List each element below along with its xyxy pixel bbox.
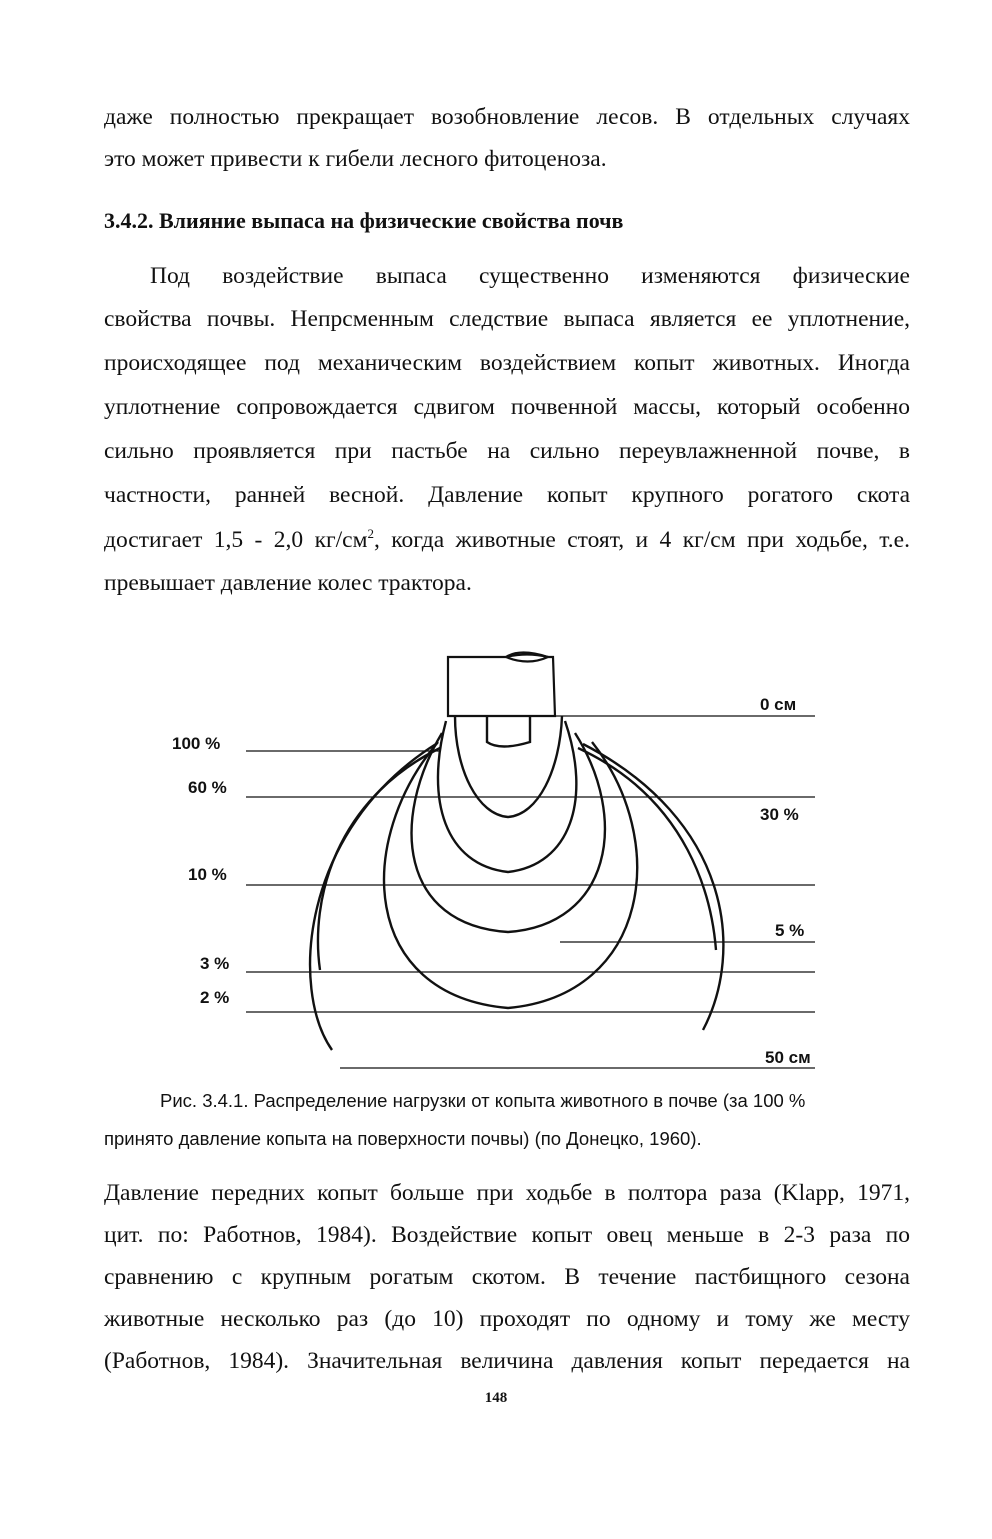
label-60: 60 % (188, 778, 227, 797)
label-3: 3 % (200, 954, 230, 973)
text-line: животные несколько раз (до 10) проходят по одному и тому же месту (104, 1306, 910, 1332)
label-30: 30 % (760, 805, 799, 824)
superscript: 2 (367, 526, 374, 541)
text-line: (Работнов, 1984). Значительная величина давления копыт передается на (104, 1348, 910, 1374)
label-depth-0: 0 см (760, 695, 797, 714)
text-line: Под воздействие выпаса существенно изменяются физические (150, 263, 910, 289)
text-line-pressure (104, 526, 910, 554)
label-10: 10 % (188, 865, 227, 884)
text-line: уплотнение сопровождается сдвигом почвенной массы, который особенно (104, 394, 910, 420)
section-heading: 3.4.2. Влияние выпаса на физические свойства почв (104, 208, 624, 233)
text-line: происходящее под механическим воздействием копыт животных. Иногда (104, 350, 910, 376)
text-line: сильно проявляется при пастьбе на сильно переувлажненной почве, в (104, 438, 910, 464)
text-line: цит. по: Работнов, 1984). Воздействие копыт овец меньше в 2-3 раза по (104, 1222, 910, 1248)
text-line: это может привести к гибели лесного фитоценоза. (104, 146, 607, 172)
text-line: Давление передних копыт больше при ходьбе в полтора раза (Klapp, 1971, (104, 1180, 910, 1206)
figure-caption-line: принято давление копыта на поверхности почвы) (по Донецко, 1960). (104, 1128, 702, 1149)
text-line: сравнению с крупным рогатым скотом. В течение пастбищного сезона (104, 1264, 910, 1290)
label-100: 100 % (172, 734, 221, 753)
label-depth-50: 50 см (765, 1048, 811, 1067)
pressure-text-start: достигает 1,5 - 2,0 кг/см (104, 526, 368, 553)
contour-5 (384, 742, 637, 1008)
text-line: даже полностью прекращает возобновление лесов. В отдельных случаях (104, 104, 910, 130)
text-line: превышает давление колес трактора. (104, 570, 472, 596)
contour-2-left (318, 748, 440, 970)
contour-60 (455, 716, 562, 817)
contour-100 (487, 716, 530, 747)
page-number: 148 (484, 1390, 508, 1406)
label-2: 2 % (200, 988, 230, 1007)
text-line: частности, ранней весной. Давление копыт крупного рогатого скота (104, 482, 910, 508)
hoof-shape (448, 653, 555, 717)
text-line: свойства почвы. Непрсменным следствие выпаса является ее уплотнение, (104, 306, 910, 332)
pressure-text-end: , когда животные стоят, и 4 кг/см при ходьбе, т.е. (374, 526, 910, 553)
hoof-pressure-figure (0, 640, 992, 1080)
contour-2-right (578, 748, 716, 950)
label-5: 5 % (775, 921, 805, 940)
figure-caption-line: Рис. 3.4.1. Распределение нагрузки от копыта животного в почве (за 100 % (160, 1090, 806, 1111)
